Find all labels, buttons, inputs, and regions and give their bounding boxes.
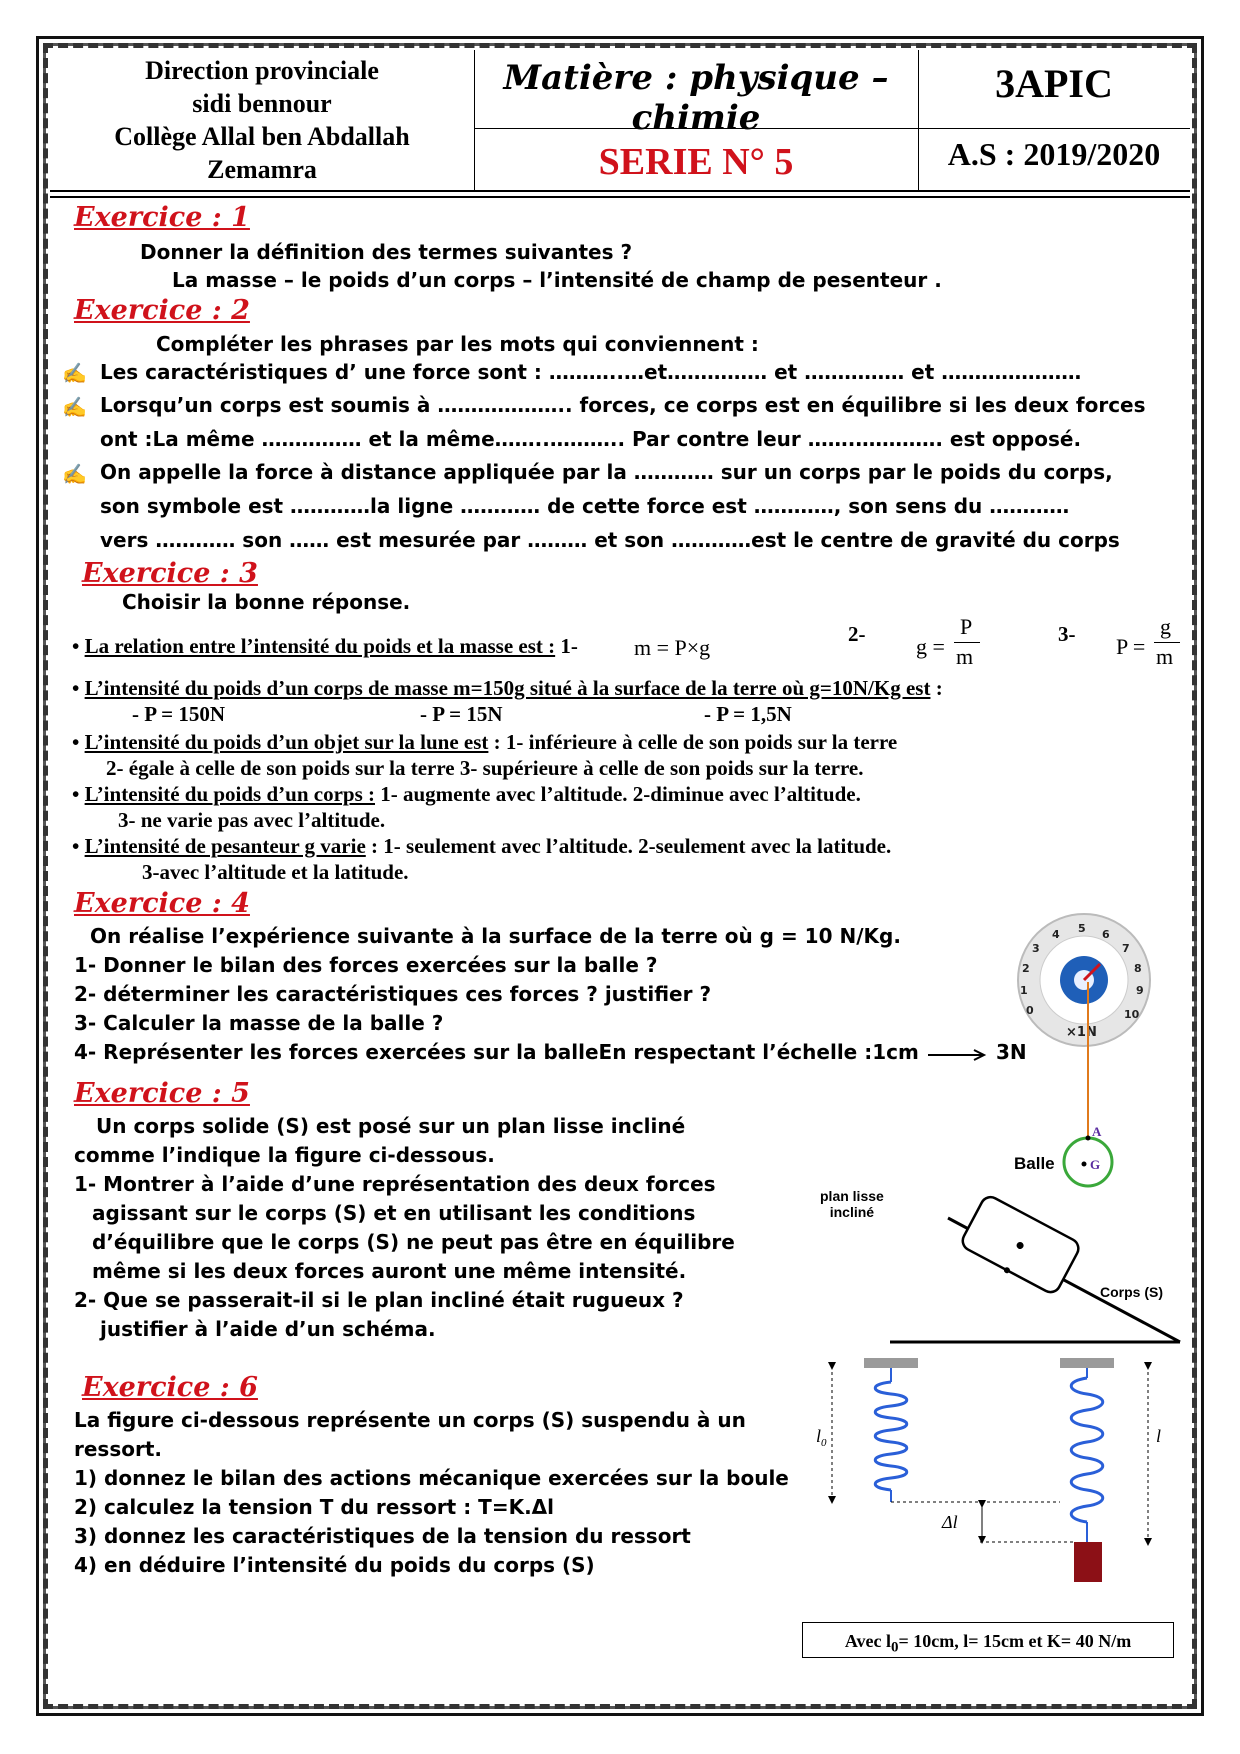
inclined-plane-figure — [880, 1190, 1190, 1360]
ex3-q1-n2: 2- — [848, 622, 866, 646]
ex5-line: même si les deux forces auront une même intensité. — [92, 1259, 687, 1283]
label-g: G — [1090, 1157, 1101, 1172]
ex5-line: 1- Montrer à l’aide d’une représentation des deux forces — [74, 1172, 716, 1196]
ex1-question: Donner la définition des termes suivantes ? — [140, 240, 633, 264]
ex3-q1-opt1: m = P×g — [634, 635, 711, 660]
ex2-bullet3b: son symbole est …………la ligne ………… de cette force est …………, son sens du ………… — [100, 494, 1070, 518]
dial-number: 8 — [1134, 962, 1142, 975]
class-label: 3APIC — [995, 61, 1113, 106]
ex6-line: 3) donnez les caractéristiques de la tension du ressort — [74, 1524, 691, 1548]
document — [50, 50, 1190, 1702]
spring-figure — [810, 1352, 1180, 1616]
ex6-line: ressort. — [74, 1437, 162, 1461]
ex4-intro: On réalise l’expérience suivante à la surface de la terre où g = 10 N/Kg. — [90, 924, 901, 948]
delta-l-label: Δl — [942, 1512, 958, 1532]
point-g — [1082, 1162, 1087, 1167]
ex2-bullet3c: vers ………… son …… est mesurée par ……… et son …………est le centre de gravité du corps — [100, 528, 1120, 552]
pencil-icon: ✍ — [62, 397, 87, 419]
ex4-title: Exercice : 4 — [74, 888, 250, 919]
ex4-q3: 3- Calculer la masse de la balle ? — [74, 1011, 444, 1035]
dial-number: 1 — [1020, 984, 1028, 997]
dial-number: 10 — [1124, 1008, 1140, 1021]
ex2-bullet2b: ont :La même …………… et la même……..……….. Par contre leur …….…………. est opposé. — [100, 427, 1082, 451]
ex4-q1: 1- Donner le bilan des forces exercées sur la balle ? — [74, 953, 658, 977]
balle-label: Balle — [1014, 1154, 1055, 1173]
ex5-line: comme l’indique la figure ci-dessous. — [74, 1143, 495, 1167]
ex3-intro: Choisir la bonne réponse. — [122, 590, 411, 614]
ex6-line: 4) en déduire l’intensité du poids du corps (S) — [74, 1553, 595, 1577]
data-note: Avec $l_0= 10cm$, l= 15cm et K= 40 N/m — [802, 1622, 1174, 1658]
ex3-q4: • L’intensité du poids d’un corps : 1- augmente avec l’altitude. 2-diminue avec l’altitude. — [72, 782, 861, 806]
series-title: SERIE N° 5 — [598, 141, 794, 183]
school-line: Collège Allal ben Abdallah — [114, 122, 410, 151]
dial-number: 6 — [1102, 928, 1110, 941]
ex1-terms: La masse – le poids d’un corps – l’intensité de champ de pesenteur . — [172, 268, 942, 292]
school-block — [50, 50, 474, 190]
l0-label: $l_0$ — [816, 1426, 827, 1449]
ex6-line: La figure ci-dessous représente un corps (S) suspendu à un — [74, 1408, 746, 1432]
dial-number: 9 — [1136, 984, 1144, 997]
dynamometer-figure — [1010, 910, 1180, 1190]
ex3-q5: • L’intensité de pesanteur g varie : 1- seulement avec l’altitude. 2-seulement avec la latitude. — [72, 834, 892, 858]
ex2-bullet3a: On appelle la force à distance appliquée par la ………… sur un corps par le poids du corps, — [100, 460, 1113, 484]
ex3-q1-opt2-num: P — [960, 614, 973, 639]
dial-number: 0 — [1026, 1004, 1034, 1017]
header-table — [50, 50, 1190, 190]
solid-body — [958, 1194, 1082, 1299]
ex3-q2-opt1: - P = 150N — [132, 702, 226, 726]
dial-number: 7 — [1122, 942, 1130, 955]
school-line: sidi bennour — [192, 89, 332, 118]
ex3-q5-line2: 3-avec l’altitude et la latitude. — [142, 860, 409, 884]
ex3-q1-n3: 3- — [1058, 622, 1076, 646]
ex3-q4-line2: 3- ne varie pas avec l’altitude. — [118, 808, 386, 832]
ex3-q2: • L’intensité du poids d’un corps de masse m=150g situé à la surface de la terre où g=10N/Kg est : — [72, 676, 943, 700]
ex2-bullet2a: Lorsqu’un corps est soumis à ……………….. forces, ce corps est en équilibre si les deux forces — [100, 393, 1146, 417]
school-year: A.S : 2019/2020 — [947, 136, 1161, 172]
dial-number: 4 — [1052, 928, 1060, 941]
ex6-title: Exercice : 6 — [82, 1372, 258, 1403]
ex3-q2-opt2: - P = 15N — [420, 702, 503, 726]
ex3-q1-opt2-den: m — [956, 644, 974, 669]
ex5-line: justifier à l’aide d’un schéma. — [100, 1317, 436, 1341]
left-spring — [875, 1382, 907, 1490]
ex5-line: d’équilibre que le corps (S) ne peut pas être en équilibre — [92, 1230, 735, 1254]
ex5-line: Un corps solide (S) est posé sur un plan lisse incliné — [96, 1114, 686, 1138]
ex3-q1-opt3-lhs: P = — [1116, 634, 1146, 659]
corps-label: Corps (S) — [1100, 1284, 1163, 1300]
dial-number: 3 — [1032, 942, 1040, 955]
ex5-title: Exercice : 5 — [74, 1078, 250, 1109]
ex3-q3-line2: 2- égale à celle de son poids sur la terre 3- supérieure à celle de son poids sur la terre. — [106, 756, 864, 780]
ex4-q4: 4- Représenter les forces exercées sur la balleEn respectant l’échelle :1cm — [74, 1040, 919, 1064]
l-label: l — [1156, 1426, 1162, 1446]
pencil-icon: ✍ — [62, 363, 87, 385]
ex2-title: Exercice : 2 — [74, 295, 250, 326]
right-spring — [1071, 1378, 1103, 1522]
suspended-mass — [1074, 1542, 1102, 1582]
ex1-title: Exercice : 1 — [74, 202, 250, 233]
ex2-bullet1: Les caractéristiques d’ une force sont : ………..…et…………… et …………… et ………………… — [100, 360, 1082, 384]
ex3-q1-opt2-lhs: g = — [916, 634, 945, 659]
ex2-intro: Compléter les phrases par les mots qui conviennent : — [156, 332, 759, 356]
ex5-line: agissant sur le corps (S) et en utilisant les conditions — [92, 1201, 696, 1225]
dial-unit: ×1N — [1066, 1025, 1097, 1040]
dial-number: 5 — [1078, 922, 1086, 935]
left-support — [864, 1358, 918, 1368]
plan-label: plan lisse incliné — [820, 1188, 884, 1220]
subject-title: Matière : physique – chimie — [503, 58, 889, 138]
school-line: Direction provinciale — [145, 56, 379, 85]
ex3-q3: • L’intensité du poids d’un objet sur la lune est : 1- inférieure à celle de son poids sur la terre — [72, 730, 898, 754]
ex3-q1: • La relation entre l’intensité du poids et la masse est : 1- — [72, 634, 578, 658]
ex6-line: 1) donnez le bilan des actions mécanique exercées sur la boule — [74, 1466, 789, 1490]
scale-arrow-icon — [926, 1048, 988, 1062]
dial-number: 2 — [1022, 962, 1030, 975]
label-a: A — [1092, 1124, 1102, 1139]
ex6-line: 2) calculez la tension T du ressort : T=K.Δl — [74, 1495, 554, 1519]
ex3-q1-opt3-num: g — [1160, 614, 1171, 639]
ex3-title: Exercice : 3 — [82, 558, 258, 589]
ex4-q2: 2- déterminer les caractéristiques ces forces ? justifier ? — [74, 982, 712, 1006]
ex5-line: 2- Que se passerait-il si le plan incliné était rugueux ? — [74, 1288, 684, 1312]
ex4-scale-value: 3N — [996, 1040, 1027, 1064]
right-support — [1060, 1358, 1114, 1368]
point-a — [1086, 1136, 1091, 1141]
school-line: Zemamra — [207, 155, 317, 184]
ball — [1064, 1138, 1112, 1186]
ex3-q1-opt3-den: m — [1156, 644, 1174, 669]
pencil-icon: ✍ — [62, 464, 87, 486]
ex3-q2-opt3: - P = 1,5N — [704, 702, 792, 726]
